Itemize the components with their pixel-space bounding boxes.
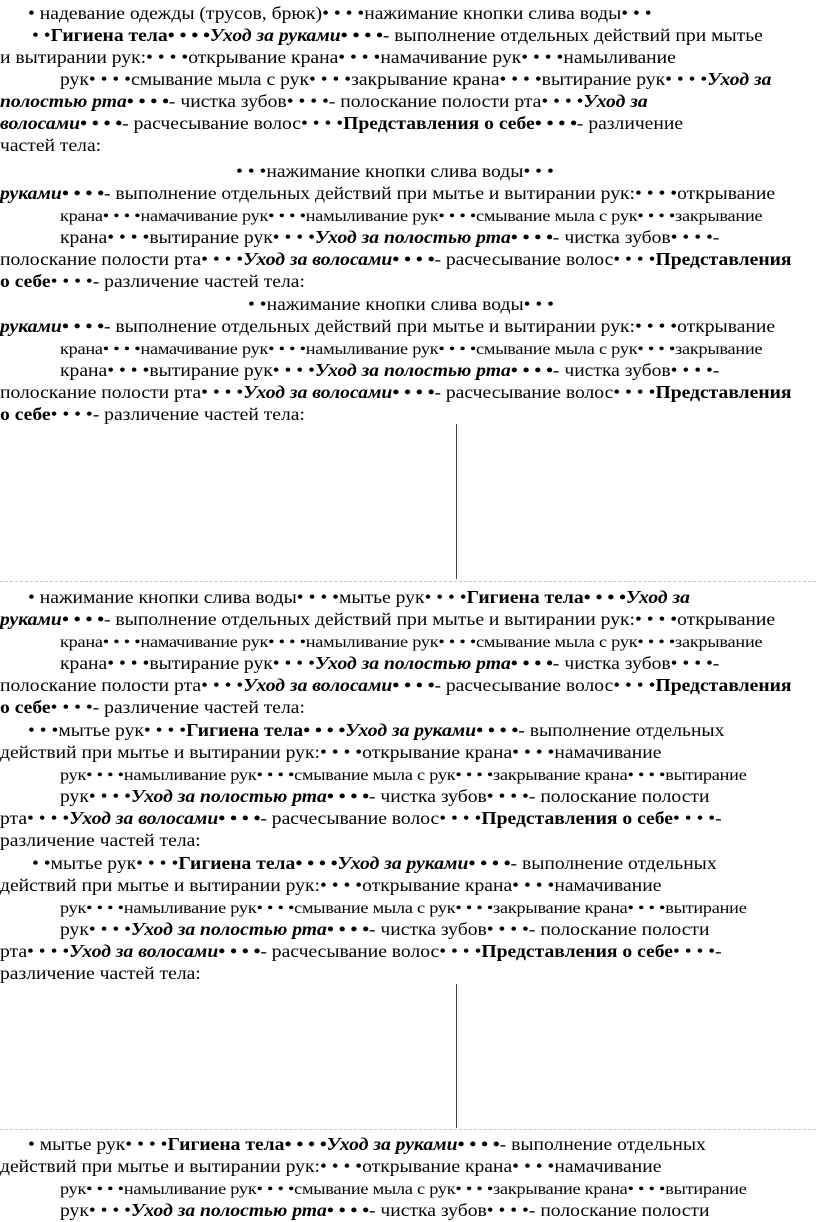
text-line: [0, 807, 722, 829]
emphasis-text: руками: [0, 609, 62, 629]
body-text: различение частей тела:: [0, 963, 201, 983]
body-text: - чистка зубов• • • •- полоскание полости рта• • • •: [168, 91, 584, 111]
body-text: крана• • • •намачивание рук• • • •намыливание рук• • • •смывание мыла с рук• • • •закрывание: [60, 632, 763, 651]
emphasis-text: Гигиена тела: [167, 1134, 285, 1154]
body-text: - расчесывание волос• • • •: [260, 808, 482, 828]
text-line: [60, 204, 762, 226]
emphasis-text: • • • •: [457, 1134, 500, 1154]
text-line: [32, 852, 717, 874]
emphasis-text: • • • •: [510, 227, 553, 247]
emphasis-text: Гигиена тела: [466, 587, 584, 607]
text-line: [0, 134, 101, 156]
emphasis-text: Представления о себе: [481, 941, 673, 961]
body-text: различение частей тела:: [0, 830, 201, 850]
body-text: рук• • • •: [60, 1200, 132, 1220]
body-text: - чистка зубов• • • •- полоскание полости: [368, 786, 710, 806]
body-text: - чистка зубов• • • •-: [552, 360, 720, 380]
body-text: крана• • • •вытирание рук• • • •: [60, 653, 315, 673]
body-text: • • •мытье рук• • • •: [28, 720, 187, 740]
body-text: • • •нажимание кнопки слива воды• • •: [236, 161, 554, 181]
emphasis-text: Уход за волосами: [243, 249, 393, 269]
body-text: - чистка зубов• • • •-: [552, 653, 720, 673]
emphasis-text: Уход за полостью рта: [131, 1200, 327, 1220]
body-text: действий при мытье и вытирании рук:• • • •открывание крана• • • •намачивание: [0, 875, 662, 895]
body-text: полоскание полости рта• • • •: [0, 249, 244, 269]
body-text: полоскание полости рта• • • •: [0, 675, 244, 695]
emphasis-text: Представления: [655, 382, 792, 402]
body-text: - выполнение отдельных действий при мытье: [382, 25, 763, 45]
emphasis-text: Представления о себе: [481, 808, 673, 828]
emphasis-text: • • • •: [218, 808, 261, 828]
body-text: действий при мытье и вытирании рук:• • • •открывание крана• • • •намачивание: [0, 742, 662, 762]
emphasis-text: • • • •: [61, 316, 104, 336]
text-line: [32, 24, 763, 46]
emphasis-text: Гигиена тела: [50, 25, 168, 45]
emphasis-text: • • • •: [392, 382, 435, 402]
body-text: • • • •-: [672, 941, 722, 961]
body-text: - чистка зубов• • • •-: [552, 227, 720, 247]
body-text: частей тела:: [0, 135, 102, 155]
emphasis-text: Гигиена тела: [186, 720, 304, 740]
text-line: [0, 381, 792, 403]
emphasis-text: Уход за руками: [345, 720, 477, 740]
text-line: [60, 1177, 747, 1199]
dashed-separator: [0, 581, 816, 582]
text-line: [60, 918, 709, 940]
body-text: крана• • • •вытирание рук• • • •: [60, 360, 315, 380]
emphasis-text: • • • •: [295, 853, 338, 873]
emphasis-text: • • • •: [326, 1200, 369, 1220]
body-text: - расчесывание волос• • • •: [434, 382, 656, 402]
body-text: • • • •- различение частей тела:: [50, 697, 305, 717]
text-line: [60, 763, 747, 785]
text-line: [0, 741, 661, 763]
emphasis-text: • • • •: [126, 91, 169, 111]
body-text: • •: [32, 25, 51, 45]
text-line: [0, 829, 201, 851]
text-line: [60, 896, 747, 918]
body-text: - чистка зубов• • • •- полоскание полости: [368, 919, 710, 939]
emphasis-text: Уход за волосами: [69, 808, 219, 828]
emphasis-text: волосами: [0, 113, 80, 133]
emphasis-text: Представления: [655, 249, 792, 269]
body-text: рук• • • •: [60, 786, 132, 806]
emphasis-text: • • • •: [468, 853, 511, 873]
emphasis-text: • • • •: [392, 675, 435, 695]
emphasis-text: • • • •: [392, 249, 435, 269]
body-text: - расчесывание волос• • • •: [434, 249, 656, 269]
emphasis-text: • • • •: [510, 360, 553, 380]
text-line: [0, 403, 305, 425]
text-line: [28, 2, 652, 24]
body-text: - расчесывание волос• • • •: [434, 675, 656, 695]
text-line: [248, 293, 554, 315]
emphasis-text: Уход за: [625, 587, 690, 607]
text-line: [0, 112, 683, 134]
text-line: [0, 46, 676, 68]
emphasis-text: • • • •: [534, 113, 577, 133]
text-line: [60, 630, 762, 652]
body-text: • • • •-: [672, 808, 722, 828]
text-line: [0, 315, 775, 337]
body-text: действий при мытье и вытирании рук:• • • •открывание крана• • • •намачивание: [0, 1156, 662, 1176]
text-line: [28, 719, 724, 741]
body-text: - выполнение отдельных: [518, 720, 725, 740]
text-line: [0, 874, 661, 896]
text-line: [60, 1199, 709, 1221]
emphasis-text: • • • •: [61, 609, 104, 629]
text-line: [0, 674, 792, 696]
emphasis-text: • • • •: [284, 1134, 327, 1154]
emphasis-text: Уход за полостью рта: [131, 786, 327, 806]
emphasis-text: • • • •: [510, 653, 553, 673]
vertical-rule: [456, 424, 457, 579]
emphasis-text: Представления о себе: [343, 113, 535, 133]
emphasis-text: о себе: [0, 697, 51, 717]
text-line: [60, 785, 709, 807]
emphasis-text: руками: [0, 316, 62, 336]
emphasis-text: • • • •: [583, 587, 626, 607]
body-text: • •мытье рук• • • •: [32, 853, 179, 873]
emphasis-text: • • • •: [79, 113, 123, 133]
emphasis-text: Уход за полостью рта: [131, 919, 327, 939]
text-line: [60, 359, 719, 381]
emphasis-text: Уход за руками: [326, 1134, 458, 1154]
emphasis-text: • • • •: [167, 25, 210, 45]
text-line: [0, 90, 648, 112]
body-text: рук• • • •намыливание рук• • • •смывание мыла с рук• • • •закрывание крана• • • •вытирание: [60, 898, 747, 917]
emphasis-text: полостью рта: [0, 91, 127, 111]
body-text: полоскание полости рта• • • •: [0, 382, 244, 402]
body-text: • • • •- различение частей тела:: [50, 404, 305, 424]
body-text: рук• • • •намыливание рук• • • •смывание мыла с рук• • • •закрывание крана• • • •вытирание: [60, 1179, 747, 1198]
body-text: • мытье рук• • • •: [28, 1134, 168, 1154]
text-line: [60, 226, 719, 248]
emphasis-text: • • • •: [476, 720, 519, 740]
text-line: [28, 1133, 706, 1155]
emphasis-text: Уход за полостью рта: [314, 227, 511, 247]
body-text: - выполнение отдельных действий при мытье и вытирании рук:• • • •открывание: [103, 609, 776, 629]
emphasis-text: Уход за волосами: [243, 675, 393, 695]
text-line: [0, 1155, 661, 1177]
text-line: [60, 68, 771, 90]
text-line: [0, 940, 722, 962]
emphasis-text: • • • •: [303, 720, 346, 740]
text-line: [0, 962, 201, 984]
body-text: рук• • • •: [60, 919, 132, 939]
emphasis-text: Уход за: [707, 69, 772, 89]
body-text: - различение: [576, 113, 684, 133]
emphasis-text: Уход за волосами: [69, 941, 219, 961]
body-text: • надевание одежды (трусов, брюк)• • • •нажимание кнопки слива воды• • •: [28, 3, 652, 23]
body-text: крана• • • •намачивание рук• • • •намыливание рук• • • •смывание мыла с рук• • • •закрывание: [60, 206, 763, 225]
text-line: [0, 608, 775, 630]
body-text: рта• • • •: [0, 941, 70, 961]
emphasis-text: Уход за полостью рта: [314, 653, 511, 673]
emphasis-text: Представления: [655, 675, 792, 695]
emphasis-text: Уход за волосами: [243, 382, 393, 402]
emphasis-text: • • • •: [218, 941, 261, 961]
text-line: [0, 270, 305, 292]
body-text: рта• • • •: [0, 808, 70, 828]
emphasis-text: о себе: [0, 404, 51, 424]
emphasis-text: Уход за полостью рта: [314, 360, 511, 380]
emphasis-text: о себе: [0, 271, 51, 291]
body-text: • нажимание кнопки слива воды• • • •мытье рук• • • •: [28, 587, 467, 607]
emphasis-text: руками: [0, 183, 62, 203]
body-text: крана• • • •намачивание рук• • • •намыливание рук• • • •смывание мыла с рук• • • •закрывание: [60, 339, 763, 358]
emphasis-text: Гигиена тела: [178, 853, 296, 873]
text-line: [0, 182, 775, 204]
emphasis-text: • • • •: [340, 25, 383, 45]
text-line: [60, 652, 719, 674]
body-text: и вытирании рук:• • • •открывание крана• • • •намачивание рук• • • •намыливание: [0, 47, 676, 67]
body-text: - выполнение отдельных действий при мытье и вытирании рук:• • • •открывание: [103, 316, 776, 336]
body-text: - расчесывание волос• • • •: [122, 113, 344, 133]
emphasis-text: Уход за руками: [209, 25, 341, 45]
text-line: [60, 337, 762, 359]
text-line: [28, 586, 690, 608]
body-text: - выполнение отдельных: [499, 1134, 706, 1154]
body-text: - выполнение отдельных действий при мытье и вытирании рук:• • • •открывание: [103, 183, 776, 203]
body-text: рук• • • •намыливание рук• • • •смывание мыла с рук• • • •закрывание крана• • • •вытирание: [60, 765, 747, 784]
emphasis-text: Уход за руками: [337, 853, 469, 873]
body-text: рук• • • •смывание мыла с рук• • • •закрывание крана• • • •вытирание рук• • • •: [60, 69, 708, 89]
vertical-rule: [456, 984, 457, 1128]
body-text: - чистка зубов• • • •- полоскание полости: [368, 1200, 710, 1220]
emphasis-text: • • • •: [326, 786, 369, 806]
body-text: - выполнение отдельных: [510, 853, 717, 873]
dashed-separator: [0, 1129, 816, 1130]
body-text: - расчесывание волос• • • •: [260, 941, 482, 961]
body-text: • •нажимание кнопки слива воды• • •: [248, 294, 555, 314]
text-line: [0, 696, 305, 718]
emphasis-text: • • • •: [61, 183, 104, 203]
body-text: крана• • • •вытирание рук• • • •: [60, 227, 315, 247]
emphasis-text: Уход за: [583, 91, 648, 111]
text-line: [0, 248, 792, 270]
emphasis-text: • • • •: [326, 919, 369, 939]
body-text: • • • •- различение частей тела:: [50, 271, 305, 291]
text-line: [236, 160, 554, 182]
